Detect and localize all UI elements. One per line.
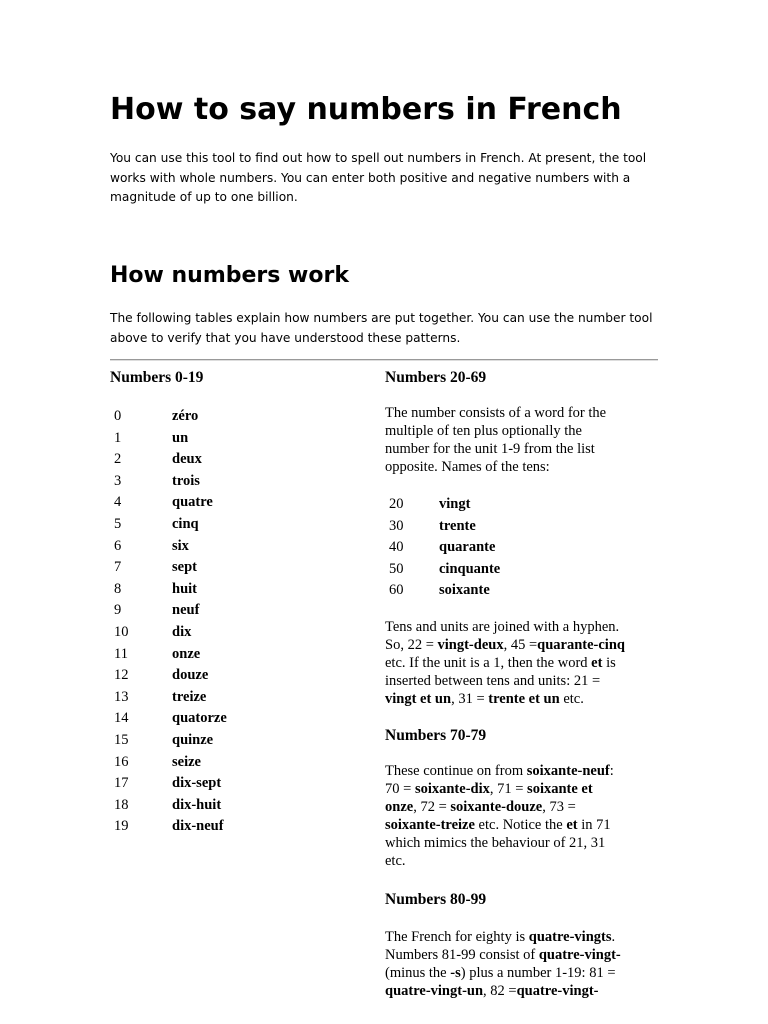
- table-row: [110, 622, 227, 644]
- section-title: How numbers work: [110, 263, 349, 288]
- bold-term: quatre-vingt-: [516, 982, 599, 999]
- text-run: : 70 =: [385, 762, 614, 797]
- bold-term: vingt-deux: [437, 636, 504, 653]
- word-cell: cinq: [172, 515, 199, 532]
- numbers-70-79-text: [385, 762, 625, 870]
- table-row: [110, 557, 227, 579]
- bold-term: soixante-treize: [385, 816, 475, 833]
- word-cell: quatre: [172, 494, 213, 511]
- number-cell: 15: [114, 731, 129, 748]
- number-cell: 19: [114, 818, 129, 835]
- table-row: [385, 516, 500, 538]
- numbers-0-19-column: [110, 368, 360, 838]
- table-row: [110, 471, 227, 493]
- table-row: [110, 428, 227, 450]
- text-run: . Numbers 81-99 consist of: [385, 928, 616, 963]
- table-row: [110, 730, 227, 752]
- text-run: , 72 =: [413, 798, 451, 815]
- numbers-0-19-table: [110, 406, 227, 838]
- text-run: ) plus a number 1-19: 81 =: [460, 964, 616, 981]
- table-row: [385, 559, 500, 581]
- number-cell: 2: [114, 451, 122, 468]
- table-row: [110, 514, 227, 536]
- word-cell: dix-sept: [172, 775, 222, 792]
- number-cell: 5: [114, 515, 122, 532]
- word-cell: quinze: [172, 731, 214, 748]
- table-row: [385, 580, 500, 602]
- text-run: , 71 =: [489, 780, 528, 797]
- table-row: [385, 494, 500, 516]
- word-cell: quarante: [439, 539, 496, 556]
- word-cell: zéro: [172, 408, 199, 424]
- number-cell: 20: [389, 496, 404, 512]
- tens-table: [385, 494, 500, 602]
- table-row: [110, 708, 227, 730]
- text-run: etc.: [559, 690, 584, 707]
- bold-term: vingt et un: [385, 690, 452, 707]
- word-cell: deux: [172, 451, 202, 468]
- text-run: The French for eighty is: [385, 928, 529, 945]
- text-run: (minus the: [385, 964, 451, 981]
- bold-term: -s: [450, 964, 461, 981]
- table-row: [110, 536, 227, 558]
- text-run: , 31 =: [451, 690, 489, 707]
- bold-term: quatre-vingt-un: [385, 982, 484, 999]
- number-cell: 8: [114, 580, 122, 597]
- number-cell: 3: [114, 472, 122, 489]
- number-cell: 17: [114, 775, 129, 792]
- number-cell: 7: [114, 559, 122, 576]
- word-cell: cinquante: [439, 560, 501, 577]
- text-run: etc. If the unit is a 1, then the word: [385, 654, 592, 671]
- text-run: , 45 =: [503, 636, 538, 653]
- table-row: [110, 665, 227, 687]
- bold-term: quatre-vingts: [528, 928, 612, 945]
- table-row: [110, 773, 227, 795]
- word-cell: six: [172, 537, 189, 554]
- word-cell: vingt: [439, 496, 471, 512]
- table-row: [110, 644, 227, 666]
- text-run: is inserted between tens and units: 21 =: [385, 654, 616, 689]
- text-run: etc. Notice the: [474, 816, 567, 833]
- table-row: [385, 537, 500, 559]
- word-cell: dix-huit: [172, 796, 222, 813]
- word-cell: trois: [172, 472, 200, 489]
- text-run: , 82 =: [483, 982, 517, 999]
- bold-term: et: [566, 816, 578, 833]
- table-row: [110, 687, 227, 709]
- word-cell: un: [172, 429, 189, 446]
- numbers-20-69-heading: Numbers 20-69: [385, 369, 487, 386]
- number-cell: 14: [114, 710, 129, 727]
- numbers-80-99-heading: Numbers 80-99: [385, 890, 487, 908]
- tens-units-paragraph: [385, 618, 625, 708]
- table-row: [110, 492, 227, 514]
- word-cell: neuf: [172, 602, 200, 619]
- text-run: in 71 which mimics the behaviour of 21, 31 etc.: [385, 816, 611, 869]
- number-cell: 10: [114, 623, 129, 640]
- number-cell: 6: [114, 537, 122, 554]
- horizontal-rule: [110, 359, 658, 361]
- number-cell: 50: [389, 560, 404, 577]
- word-cell: douze: [172, 667, 209, 684]
- word-cell: treize: [172, 688, 207, 705]
- numbers-0-19-heading: Numbers 0-19: [110, 369, 204, 386]
- page-title: How to say numbers in French: [110, 92, 622, 127]
- intro-paragraph: You can use this tool to find out how to spell out numbers in French. At present, the tool works with whole numbers. You can enter both positive and negative numbers with a magnitude of up to one billion.: [110, 151, 647, 204]
- number-cell: 60: [389, 582, 404, 599]
- word-cell: seize: [172, 753, 201, 770]
- bold-term: quarante-cinq: [537, 636, 625, 653]
- number-cell: 11: [114, 645, 128, 662]
- bold-term: quatre-vingt-: [538, 946, 621, 963]
- number-cell: 12: [114, 667, 129, 684]
- table-row: [110, 406, 227, 428]
- number-cell: 4: [114, 494, 122, 511]
- text-run: Tens and units are joined with a hyphen. So, 22 =: [385, 618, 620, 653]
- word-cell: dix-neuf: [172, 818, 224, 835]
- word-cell: onze: [172, 645, 201, 662]
- bold-term: trente et un: [488, 690, 560, 707]
- word-cell: trente: [439, 517, 476, 534]
- word-cell: sept: [172, 559, 197, 576]
- word-cell: huit: [172, 580, 197, 597]
- right-column: [385, 368, 660, 1000]
- bold-term: soixante-dix: [414, 780, 490, 797]
- numbers-20-69-text: The number consists of a word for the multiple of ten plus optionally the number for the unit 1-9 from the list opposite. Names of the tens:: [385, 405, 607, 475]
- text-run: , 73 =: [542, 798, 576, 815]
- table-row: [110, 752, 227, 774]
- number-cell: 40: [389, 539, 404, 556]
- number-cell: 30: [389, 517, 404, 534]
- table-row: [110, 449, 227, 471]
- word-cell: soixante: [439, 582, 490, 599]
- word-cell: quatorze: [172, 710, 227, 727]
- number-cell: 18: [114, 796, 129, 813]
- table-row: [110, 816, 227, 838]
- table-row: [110, 579, 227, 601]
- table-row: [110, 600, 227, 622]
- tables-intro-paragraph: The following tables explain how numbers are put together. You can use the number tool above to verify that you have understood these patterns.: [110, 311, 653, 345]
- number-cell: 16: [114, 753, 129, 770]
- table-row: [110, 795, 227, 817]
- word-cell: dix: [172, 623, 192, 640]
- number-cell: 9: [114, 602, 122, 619]
- numbers-80-99-text: [385, 928, 625, 1000]
- text-run: These continue on from: [385, 762, 527, 779]
- bold-term: soixante-neuf: [526, 762, 610, 779]
- number-cell: 0: [114, 408, 122, 424]
- bold-term: et: [591, 654, 603, 671]
- number-cell: 13: [114, 688, 129, 705]
- number-cell: 1: [114, 429, 122, 446]
- bold-term: soixante-douze: [450, 798, 543, 815]
- numbers-70-79-heading: Numbers 70-79: [385, 726, 487, 744]
- bold-term: soixante et onze: [385, 780, 593, 815]
